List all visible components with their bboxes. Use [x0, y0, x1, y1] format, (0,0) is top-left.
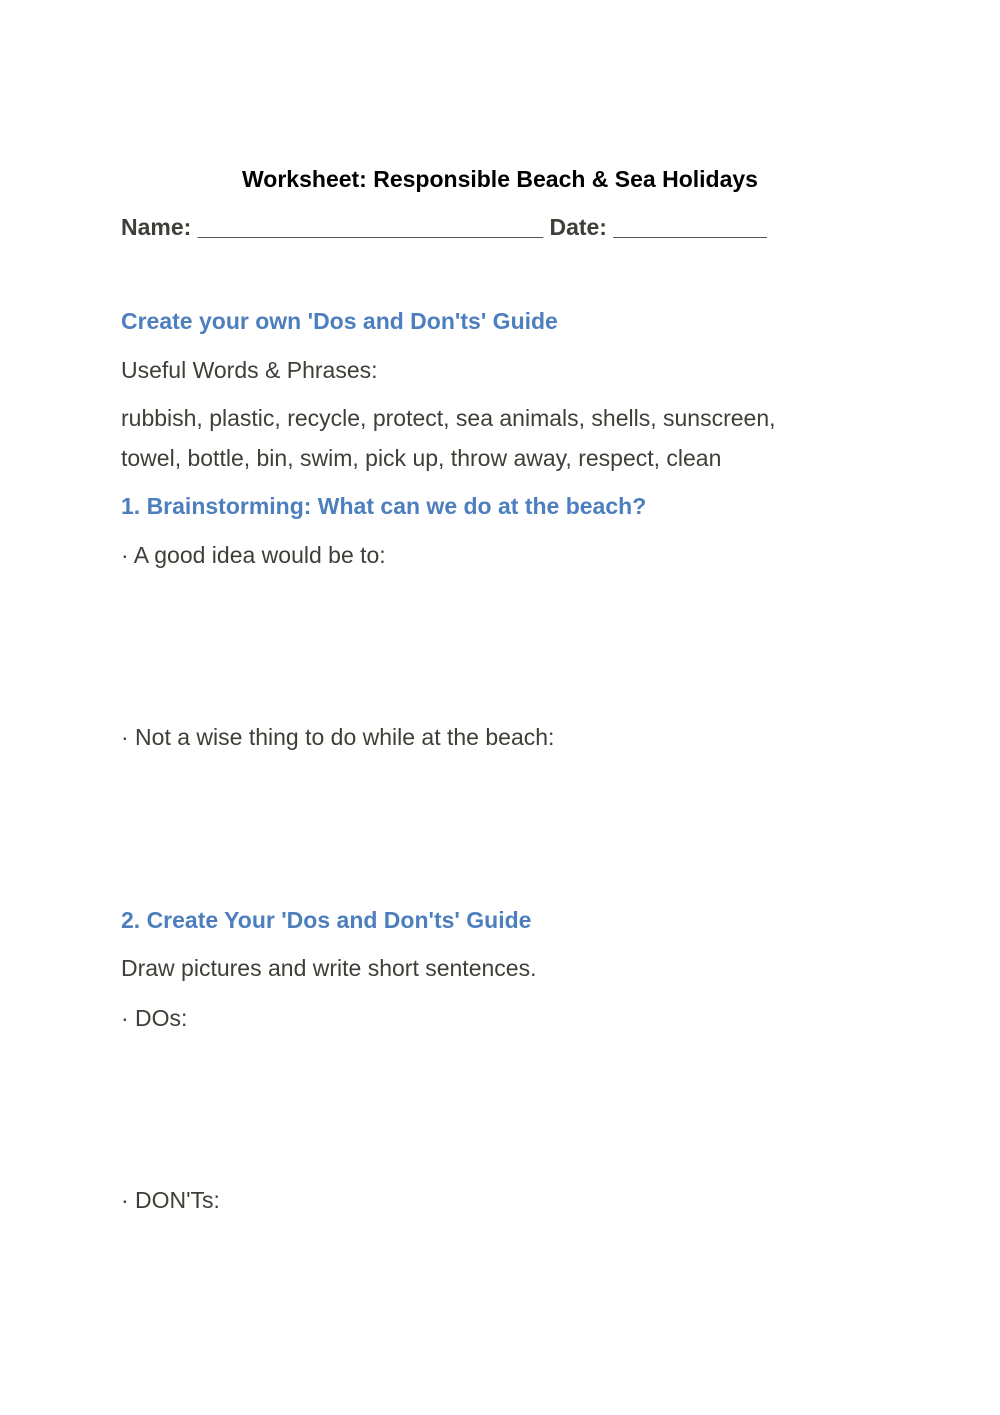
donts-prompt: · DON'Ts:	[121, 1187, 220, 1213]
guide-instruction: Draw pictures and write short sentences.	[121, 955, 537, 981]
dos-prompt: · DOs:	[121, 1005, 188, 1031]
intro-heading: Create your own 'Dos and Don'ts' Guide	[121, 308, 558, 334]
guide-heading: 2. Create Your 'Dos and Don'ts' Guide	[121, 907, 532, 933]
good-idea-prompt: · A good idea would be to:	[121, 542, 386, 568]
useful-words-label: Useful Words & Phrases:	[121, 357, 378, 383]
not-wise-prompt: · Not a wise thing to do while at the beach:	[121, 724, 555, 750]
brainstorming-heading: 1. Brainstorming: What can we do at the beach?	[121, 493, 647, 519]
word-list-line-2: towel, bottle, bin, swim, pick up, throw away, respect, clean	[121, 445, 722, 471]
name-date-line: Name: ___________________________ Date: ____________	[121, 214, 767, 240]
worksheet-title: Worksheet: Responsible Beach & Sea Holidays	[242, 166, 758, 192]
word-list-line-1: rubbish, plastic, recycle, protect, sea animals, shells, sunscreen,	[121, 405, 776, 431]
